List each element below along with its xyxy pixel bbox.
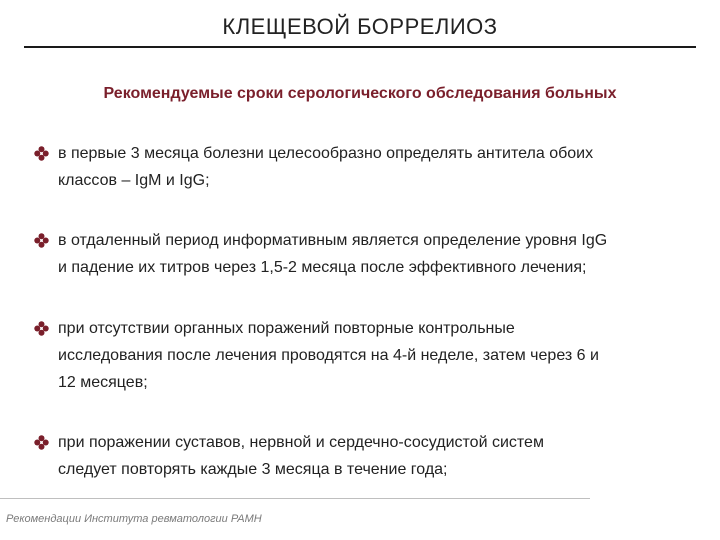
bullet-item-4 [34,429,694,483]
bullet-text-line: классов – IgM и IgG; [58,172,210,189]
footer-source: Рекомендации Института ревматологии РАМН [6,513,262,525]
diamond-bullet-icon [34,146,49,161]
slide-title: КЛЕЩЕВОЙ БОРРЕЛИОЗ [222,14,498,39]
bullet-text-line: при поражении суставов, нервной и сердечно-сосудистой систем [58,434,544,451]
bullet-text-line: следует повторять каждые 3 месяца в течение года; [58,461,448,478]
bullet-item-3 [34,315,694,396]
diamond-bullet-icon [34,321,49,336]
bullet-text-line: в первые 3 месяца болезни целесообразно определять антитела обоих [58,145,594,162]
bullet-list [34,140,694,483]
bullet-text-line: исследования после лечения проводятся на 4-й неделе, затем через 6 и [58,347,599,364]
title-divider [24,46,696,48]
bullet-item-2 [34,227,694,281]
diamond-bullet-icon [34,233,49,248]
footer-divider [0,498,590,499]
bullet-text-line: при отсутствии органных поражений повторные контрольные [58,320,515,337]
bullet-text-line: и падение их титров через 1,5-2 месяца после эффективного лечения; [58,259,587,276]
bullet-text-line: в отдаленный период информативным является определение уровня IgG [58,232,608,249]
bullet-item-1 [34,140,694,194]
diamond-bullet-icon [34,435,49,450]
slide-subtitle: Рекомендуемые сроки серологического обследования больных [103,85,617,102]
bullet-text-line: 12 месяцев; [58,374,148,391]
